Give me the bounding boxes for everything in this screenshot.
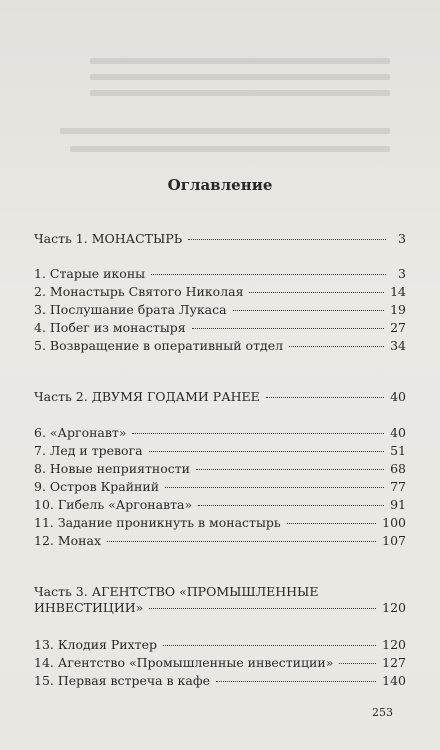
toc-page: 40 bbox=[390, 425, 406, 440]
toc-item bbox=[34, 266, 406, 282]
toc-item bbox=[34, 655, 406, 671]
page-title: Оглавление bbox=[167, 176, 273, 194]
toc-item bbox=[34, 425, 406, 441]
leader-dots bbox=[289, 346, 384, 347]
toc-page: 100 bbox=[382, 515, 406, 530]
toc-item bbox=[34, 637, 406, 653]
leader-dots bbox=[163, 645, 376, 646]
toc-page: 140 bbox=[382, 673, 406, 688]
show-through-text bbox=[0, 0, 440, 160]
toc-label: 15. Первая встреча в кафе bbox=[34, 673, 211, 688]
toc-item bbox=[34, 533, 406, 549]
leader-dots bbox=[149, 451, 385, 452]
leader-dots bbox=[107, 541, 376, 542]
toc-label: 7. Лед и тревога bbox=[34, 443, 143, 458]
toc-label-line-2: ИНВЕСТИЦИИ» bbox=[34, 600, 144, 615]
toc-label: 2. Монастырь Святого Николая bbox=[34, 284, 244, 299]
toc-item bbox=[34, 320, 406, 336]
toc-page: 3 bbox=[398, 231, 406, 246]
toc-label: 9. Остров Крайний bbox=[34, 479, 160, 494]
leader-dots bbox=[287, 523, 376, 524]
leader-dots bbox=[132, 433, 384, 434]
toc-label: 5. Возвращение в оперативный отдел bbox=[34, 338, 284, 353]
leader-dots bbox=[196, 469, 384, 470]
toc-item bbox=[34, 673, 406, 689]
toc-part-1 bbox=[34, 231, 406, 247]
toc-label: 4. Побег из монастыря bbox=[34, 320, 186, 335]
toc-part-3-line-2 bbox=[34, 600, 406, 616]
toc-page: 27 bbox=[390, 320, 406, 335]
toc-item bbox=[34, 443, 406, 459]
toc-label: 14. Агентство «Промышленные инвестиции» bbox=[34, 655, 334, 670]
toc-page: 68 bbox=[390, 461, 406, 476]
toc-item bbox=[34, 461, 406, 477]
toc-label: 6. «Аргонавт» bbox=[34, 425, 127, 440]
toc-page: 40 bbox=[390, 389, 406, 404]
page-number: 253 bbox=[372, 706, 393, 719]
leader-dots bbox=[266, 397, 384, 398]
leader-dots bbox=[188, 239, 386, 240]
toc-page: 14 bbox=[390, 284, 406, 299]
toc-page: 19 bbox=[390, 302, 406, 317]
toc-label: 8. Новые неприятности bbox=[34, 461, 190, 476]
toc-part-3 bbox=[34, 584, 406, 616]
leader-dots bbox=[249, 292, 384, 293]
toc-label: 1. Старые иконы bbox=[34, 266, 146, 281]
toc-page: 51 bbox=[390, 443, 406, 458]
toc-page: 77 bbox=[390, 479, 406, 494]
toc-label-line-1: Часть 3. АГЕНТСТВО «ПРОМЫШЛЕННЫЕ bbox=[34, 584, 319, 599]
toc-label: 10. Гибель «Аргонавта» bbox=[34, 497, 193, 512]
toc-page: 91 bbox=[390, 497, 406, 512]
leader-dots bbox=[233, 310, 385, 311]
leader-dots bbox=[149, 608, 376, 609]
leader-dots bbox=[216, 681, 376, 682]
toc-page: 127 bbox=[382, 655, 406, 670]
leader-dots bbox=[165, 487, 384, 488]
toc-label: 11. Задание проникнуть в монастырь bbox=[34, 515, 281, 530]
leader-dots bbox=[198, 505, 384, 506]
toc-page: 3 bbox=[398, 266, 406, 281]
toc-item bbox=[34, 284, 406, 300]
toc-part-2 bbox=[34, 389, 406, 405]
leader-dots bbox=[192, 328, 384, 329]
toc-item bbox=[34, 497, 406, 513]
toc-page: 34 bbox=[390, 338, 406, 353]
toc-page: 107 bbox=[382, 533, 406, 548]
toc-label: 3. Послушание брата Лукаса bbox=[34, 302, 227, 317]
toc-item bbox=[34, 479, 406, 495]
toc-item bbox=[34, 302, 406, 318]
leader-dots bbox=[151, 274, 386, 275]
leader-dots bbox=[339, 663, 376, 664]
toc-label: Часть 2. ДВУМЯ ГОДАМИ РАНЕЕ bbox=[34, 389, 260, 404]
toc-item bbox=[34, 515, 406, 531]
toc-page: 120 bbox=[382, 600, 406, 615]
toc-label: Часть 1. МОНАСТЫРЬ bbox=[34, 231, 183, 246]
toc-item bbox=[34, 338, 406, 354]
toc-label: 13. Клодия Рихтер bbox=[34, 637, 157, 652]
toc-page: 120 bbox=[382, 637, 406, 652]
toc-label: 12. Монах bbox=[34, 533, 102, 548]
